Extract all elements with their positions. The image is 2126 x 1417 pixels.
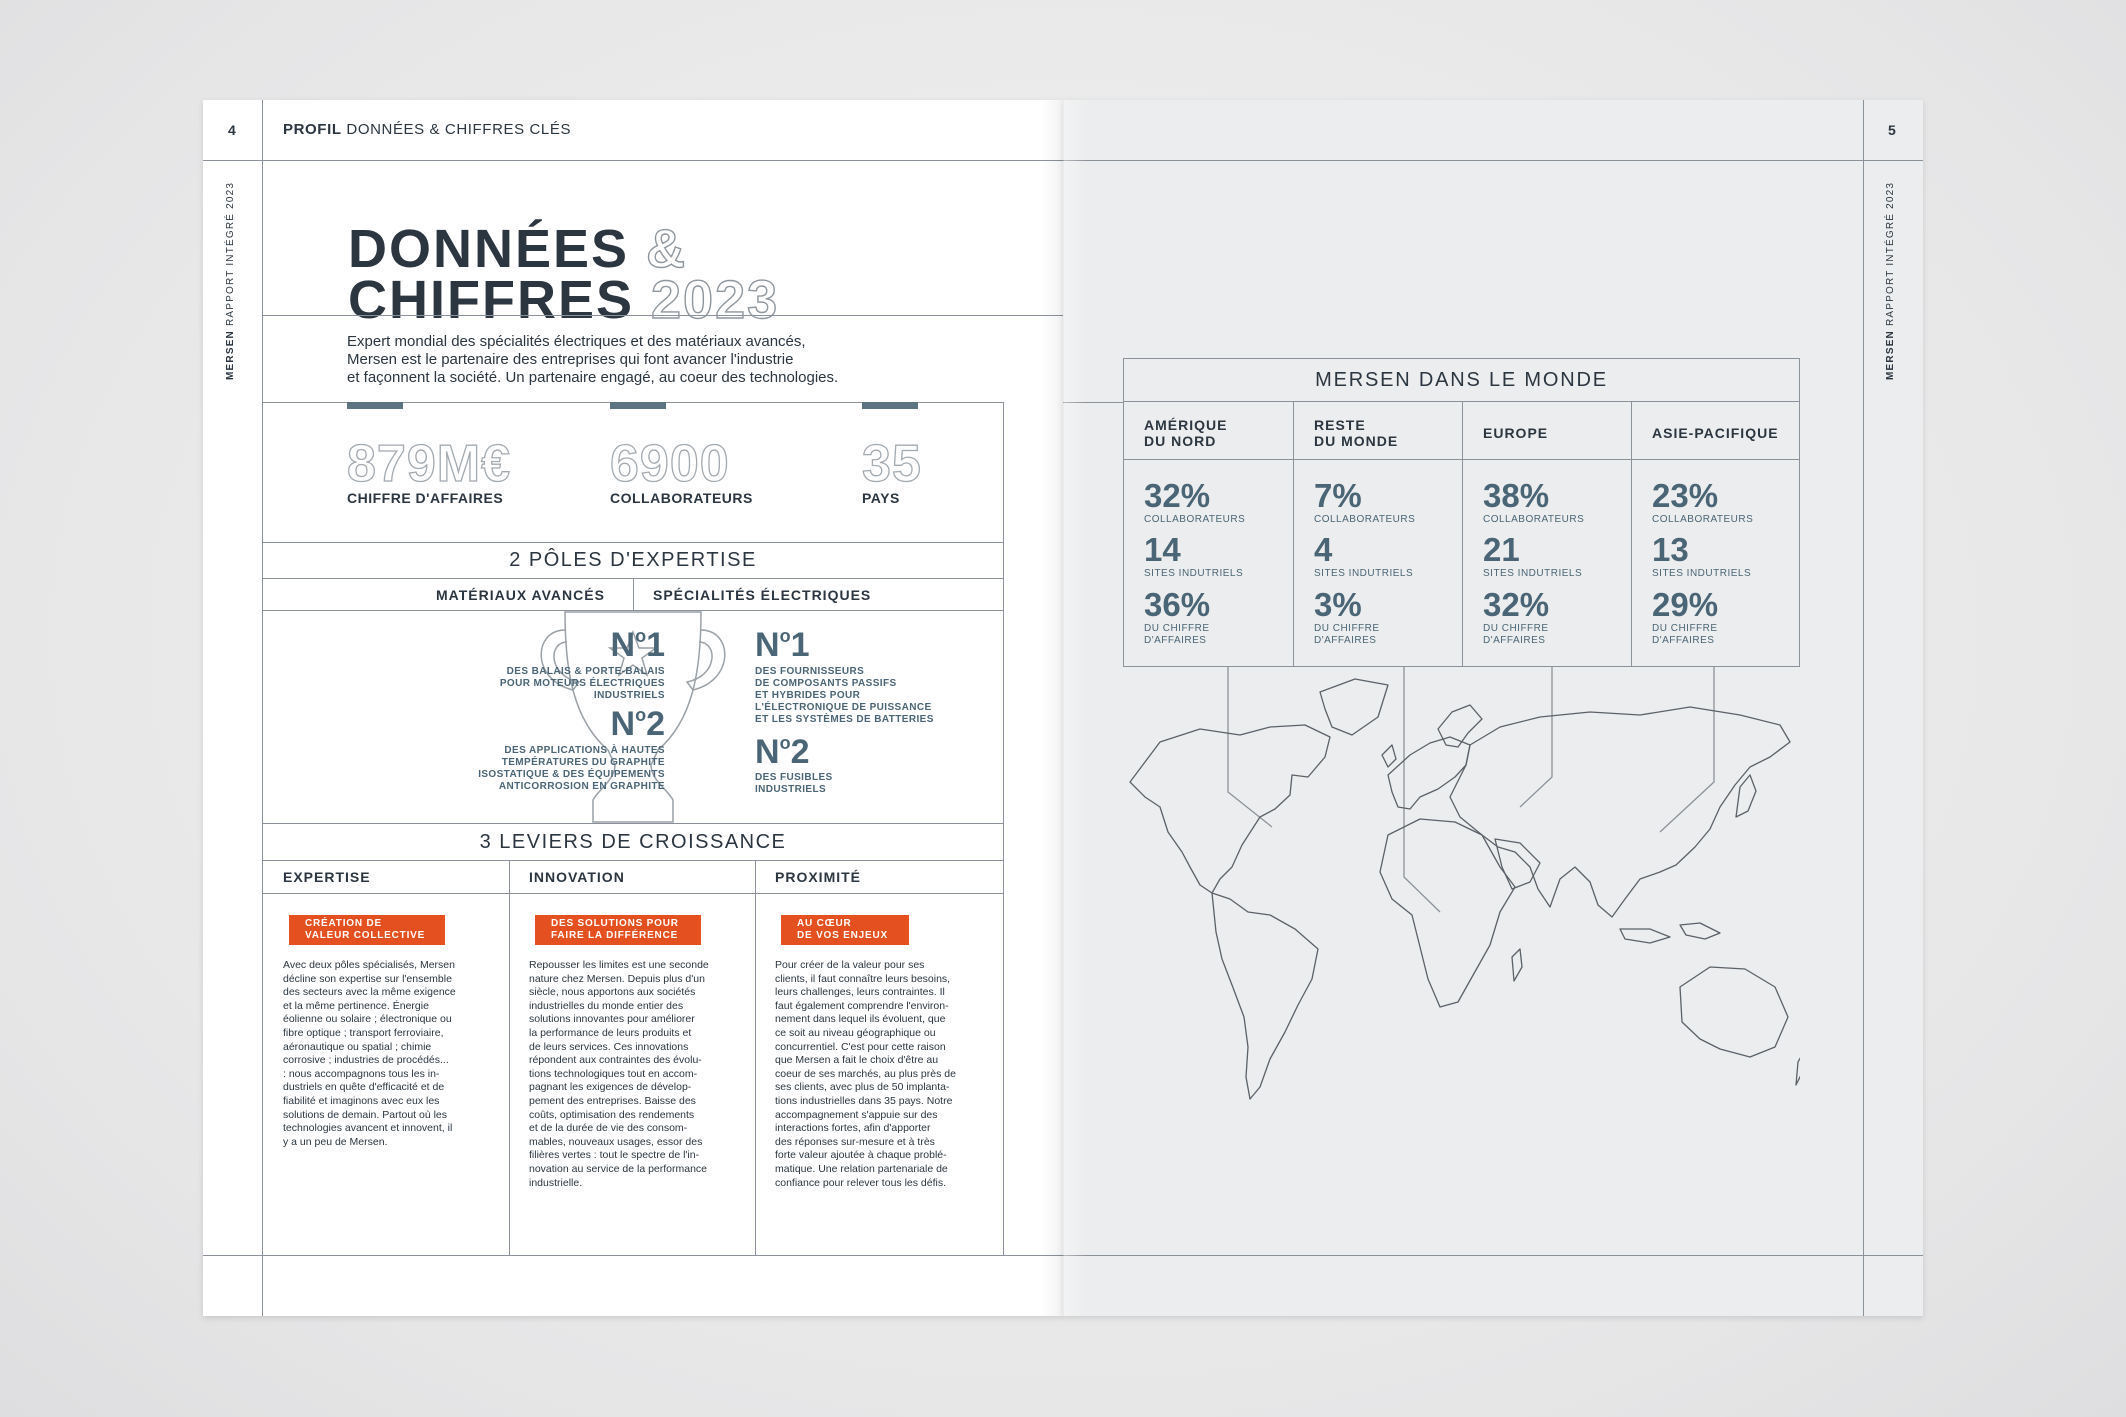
region-sites-label: SITES INDUTRIELS xyxy=(1144,568,1244,579)
page-number-right: 5 xyxy=(1888,122,1896,138)
region-name: AMÉRIQUE DU NORD xyxy=(1144,417,1228,449)
map-title: MERSEN DANS LE MONDE xyxy=(1124,359,1799,402)
expertise-left-rank-2: $N^o2$ xyxy=(610,705,665,743)
world-map-icon xyxy=(1120,667,1800,1137)
region-staff-label: COLLABORATEURS xyxy=(1652,514,1754,525)
expertise-col-right: SPÉCIALITÉS ÉLECTRIQUES xyxy=(653,587,872,603)
region-revenue-label: DU CHIFFRE D'AFFAIRES xyxy=(1314,623,1380,646)
page-number: 4 xyxy=(228,122,236,138)
region-asia-pacific xyxy=(1631,402,1800,667)
page-title-line1: DONNÉES & xyxy=(348,219,688,279)
region-europe xyxy=(1462,402,1631,667)
lever-title-proximite: PROXIMITÉ xyxy=(775,869,862,885)
region-name: EUROPE xyxy=(1483,425,1549,441)
countries-figure: 35 xyxy=(862,435,922,493)
region-name: ASIE-PACIFIQUE xyxy=(1652,425,1779,441)
region-sites-label: SITES INDUTRIELS xyxy=(1314,568,1414,579)
title-year: 2023 xyxy=(651,270,780,330)
region-north-america xyxy=(1124,402,1293,667)
region-revenue-label: DU CHIFFRE D'AFFAIRES xyxy=(1483,623,1549,646)
region-staff-pct: 32% xyxy=(1144,477,1211,514)
region-staff-label: COLLABORATEURS xyxy=(1144,514,1246,525)
region-staff-label: COLLABORATEURS xyxy=(1483,514,1585,525)
staff-label: COLLABORATEURS xyxy=(610,490,753,506)
title-amp: & xyxy=(646,219,688,279)
page-title-line2: CHIFFRES 2023 xyxy=(348,270,780,330)
lever-text-expertise: Avec deux pôles spécialisés, Mersen décline son expertise sur l'ensemble des secteurs avec la même exigence et la même pertinence. Énergie éolienne ou solaire ; électronique ou fibre optique ; transport ferroviaire, aéronautique ou spatial ; chimie corrosive ; industries de procédés... : nous accompagnons tous les in- dustriels en quête d'efficacité et de fiabilité et imaginons avec eux les solutions de demain. Partout où les technologies avancent et innovent, il y a un peu de Mersen. xyxy=(283,959,456,1148)
expertise-left-desc-1: DES BALAIS & PORTE-BALAIS POUR MOTEURS ÉLECTRIQUES INDUSTRIELS xyxy=(499,666,665,701)
intro-text: Expert mondial des spécialités électriques et des matériaux avancés, Mersen est le partenaire des entreprises qui font avancer l'industrie et façonnent la société. Un partenaire engagé, au coeur des technologies. xyxy=(347,333,839,386)
region-revenue-pct: 29% xyxy=(1652,586,1719,623)
left-page xyxy=(203,100,1063,1316)
expertise-right-desc-2: DES FUSIBLES INDUSTRIELS xyxy=(755,772,833,795)
expertise-right-rank-1: $N^o1$ xyxy=(755,626,810,664)
revenue-figure: 879M€ xyxy=(347,435,511,493)
region-revenue-label: DU CHIFFRE D'AFFAIRES xyxy=(1144,623,1210,646)
region-revenue-pct: 3% xyxy=(1314,586,1362,623)
breadcrumb-section: PROFIL xyxy=(283,121,342,138)
region-revenue-pct: 32% xyxy=(1483,586,1550,623)
region-staff-pct: 38% xyxy=(1483,477,1550,514)
lever-badge-proximite: AU CŒUR DE VOS ENJEUX xyxy=(781,915,909,945)
region-sites-label: SITES INDUTRIELS xyxy=(1652,568,1752,579)
region-revenue-label: DU CHIFFRE D'AFFAIRES xyxy=(1652,623,1718,646)
levers-heading: 3 LEVIERS DE CROISSANCE xyxy=(479,831,787,853)
region-staff-pct: 7% xyxy=(1314,477,1362,514)
region-sites: 21 xyxy=(1483,531,1520,568)
region-revenue-pct: 36% xyxy=(1144,586,1211,623)
region-sites: 13 xyxy=(1652,531,1689,568)
lever-title-innovation: INNOVATION xyxy=(529,869,625,885)
revenue-label: CHIFFRE D'AFFAIRES xyxy=(347,490,504,506)
expertise-left-rank-1: $N^o1$ xyxy=(610,626,665,664)
region-sites: 14 xyxy=(1144,531,1181,568)
expertise-right-desc-1: DES FOURNISSEURS DE COMPOSANTS PASSIFS ET HYBRIDES POUR L'ÉLECTRONIQUE DE PUISSANCE ET LES SYSTÈMES DE BATTERIES xyxy=(755,666,934,725)
staff-figure: 6900 xyxy=(610,435,730,493)
expertise-col-left: MATÉRIAUX AVANCÉS xyxy=(436,587,605,603)
expertise-right-rank-2: $N^o2$ xyxy=(755,733,810,771)
lever-title-expertise: EXPERTISE xyxy=(283,869,371,885)
region-sites: 4 xyxy=(1314,531,1333,568)
world-stats-table xyxy=(1123,358,1800,667)
lever-badge-expertise: CRÉATION DE VALEUR COLLECTIVE xyxy=(289,915,445,945)
side-label-right: MERSEN RAPPORT INTÉGRÉ 2023 xyxy=(1885,181,1896,380)
countries-label: PAYS xyxy=(862,490,900,506)
region-rest-of-world xyxy=(1293,402,1462,667)
lever-text-proximite: Pour créer de la valeur pour ses clients, il faut connaître leurs besoins, leurs challenges, leurs contraintes. Il faut également comprendre l'environ- nement dans lequel ils évoluent, que ce soit au niveau géographique ou concurrentiel. C'est pour cette raison que Mersen a fait le choix d'être au coeur de ses marchés, au plus près de ses clients, avec plus de 50 implanta- tions industrielles dans 35 pays. Notre accompagnement s'appuie sur des interactions fortes, afin d'apporter des réponses sur-mesure et à très forte valeur ajoutée à chaque problé- matique. Une relation partenariale de confiance pour relever tous les défis. xyxy=(775,959,956,1189)
lever-text-innovation: Repousser les limites est une seconde nature chez Mersen. Depuis plus d'un siècle, nous apportons aux sociétés industrielles du monde entier des solutions innovantes pour améliorer la performance de leurs produits et de leurs services. Ces innovations répondent aux contraintes des évolu- tions technologiques tout en accom- pagnant les exigences de dévelop- pement des entreprises. Baisse des coûts, optimisation des rendements et de la durée de vie des consom- mables, nouveaux usages, essor des filières vertes : tout le spectre de l'in- novation au service de la performance industrielle. xyxy=(529,959,709,1189)
region-staff-pct: 23% xyxy=(1652,477,1719,514)
breadcrumb-title: DONNÉES & CHIFFRES CLÉS xyxy=(346,121,572,138)
side-label: MERSEN RAPPORT INTÉGRÉ 2023 xyxy=(225,181,236,380)
region-name: RESTE DU MONDE xyxy=(1314,417,1399,449)
expertise-heading: 2 PÔLES D'EXPERTISE xyxy=(509,549,757,571)
lever-badge-innovation: DES SOLUTIONS POUR FAIRE LA DIFFÉRENCE xyxy=(535,915,701,945)
region-staff-label: COLLABORATEURS xyxy=(1314,514,1416,525)
expertise-left-desc-2: DES APPLICATIONS À HAUTES TEMPÉRATURES DU GRAPHITE ISOSTATIQUE & DES ÉQUIPEMENTS ANTICORROSION EN GRAPHITE xyxy=(478,745,665,792)
breadcrumb xyxy=(283,121,571,138)
region-sites-label: SITES INDUTRIELS xyxy=(1483,568,1583,579)
